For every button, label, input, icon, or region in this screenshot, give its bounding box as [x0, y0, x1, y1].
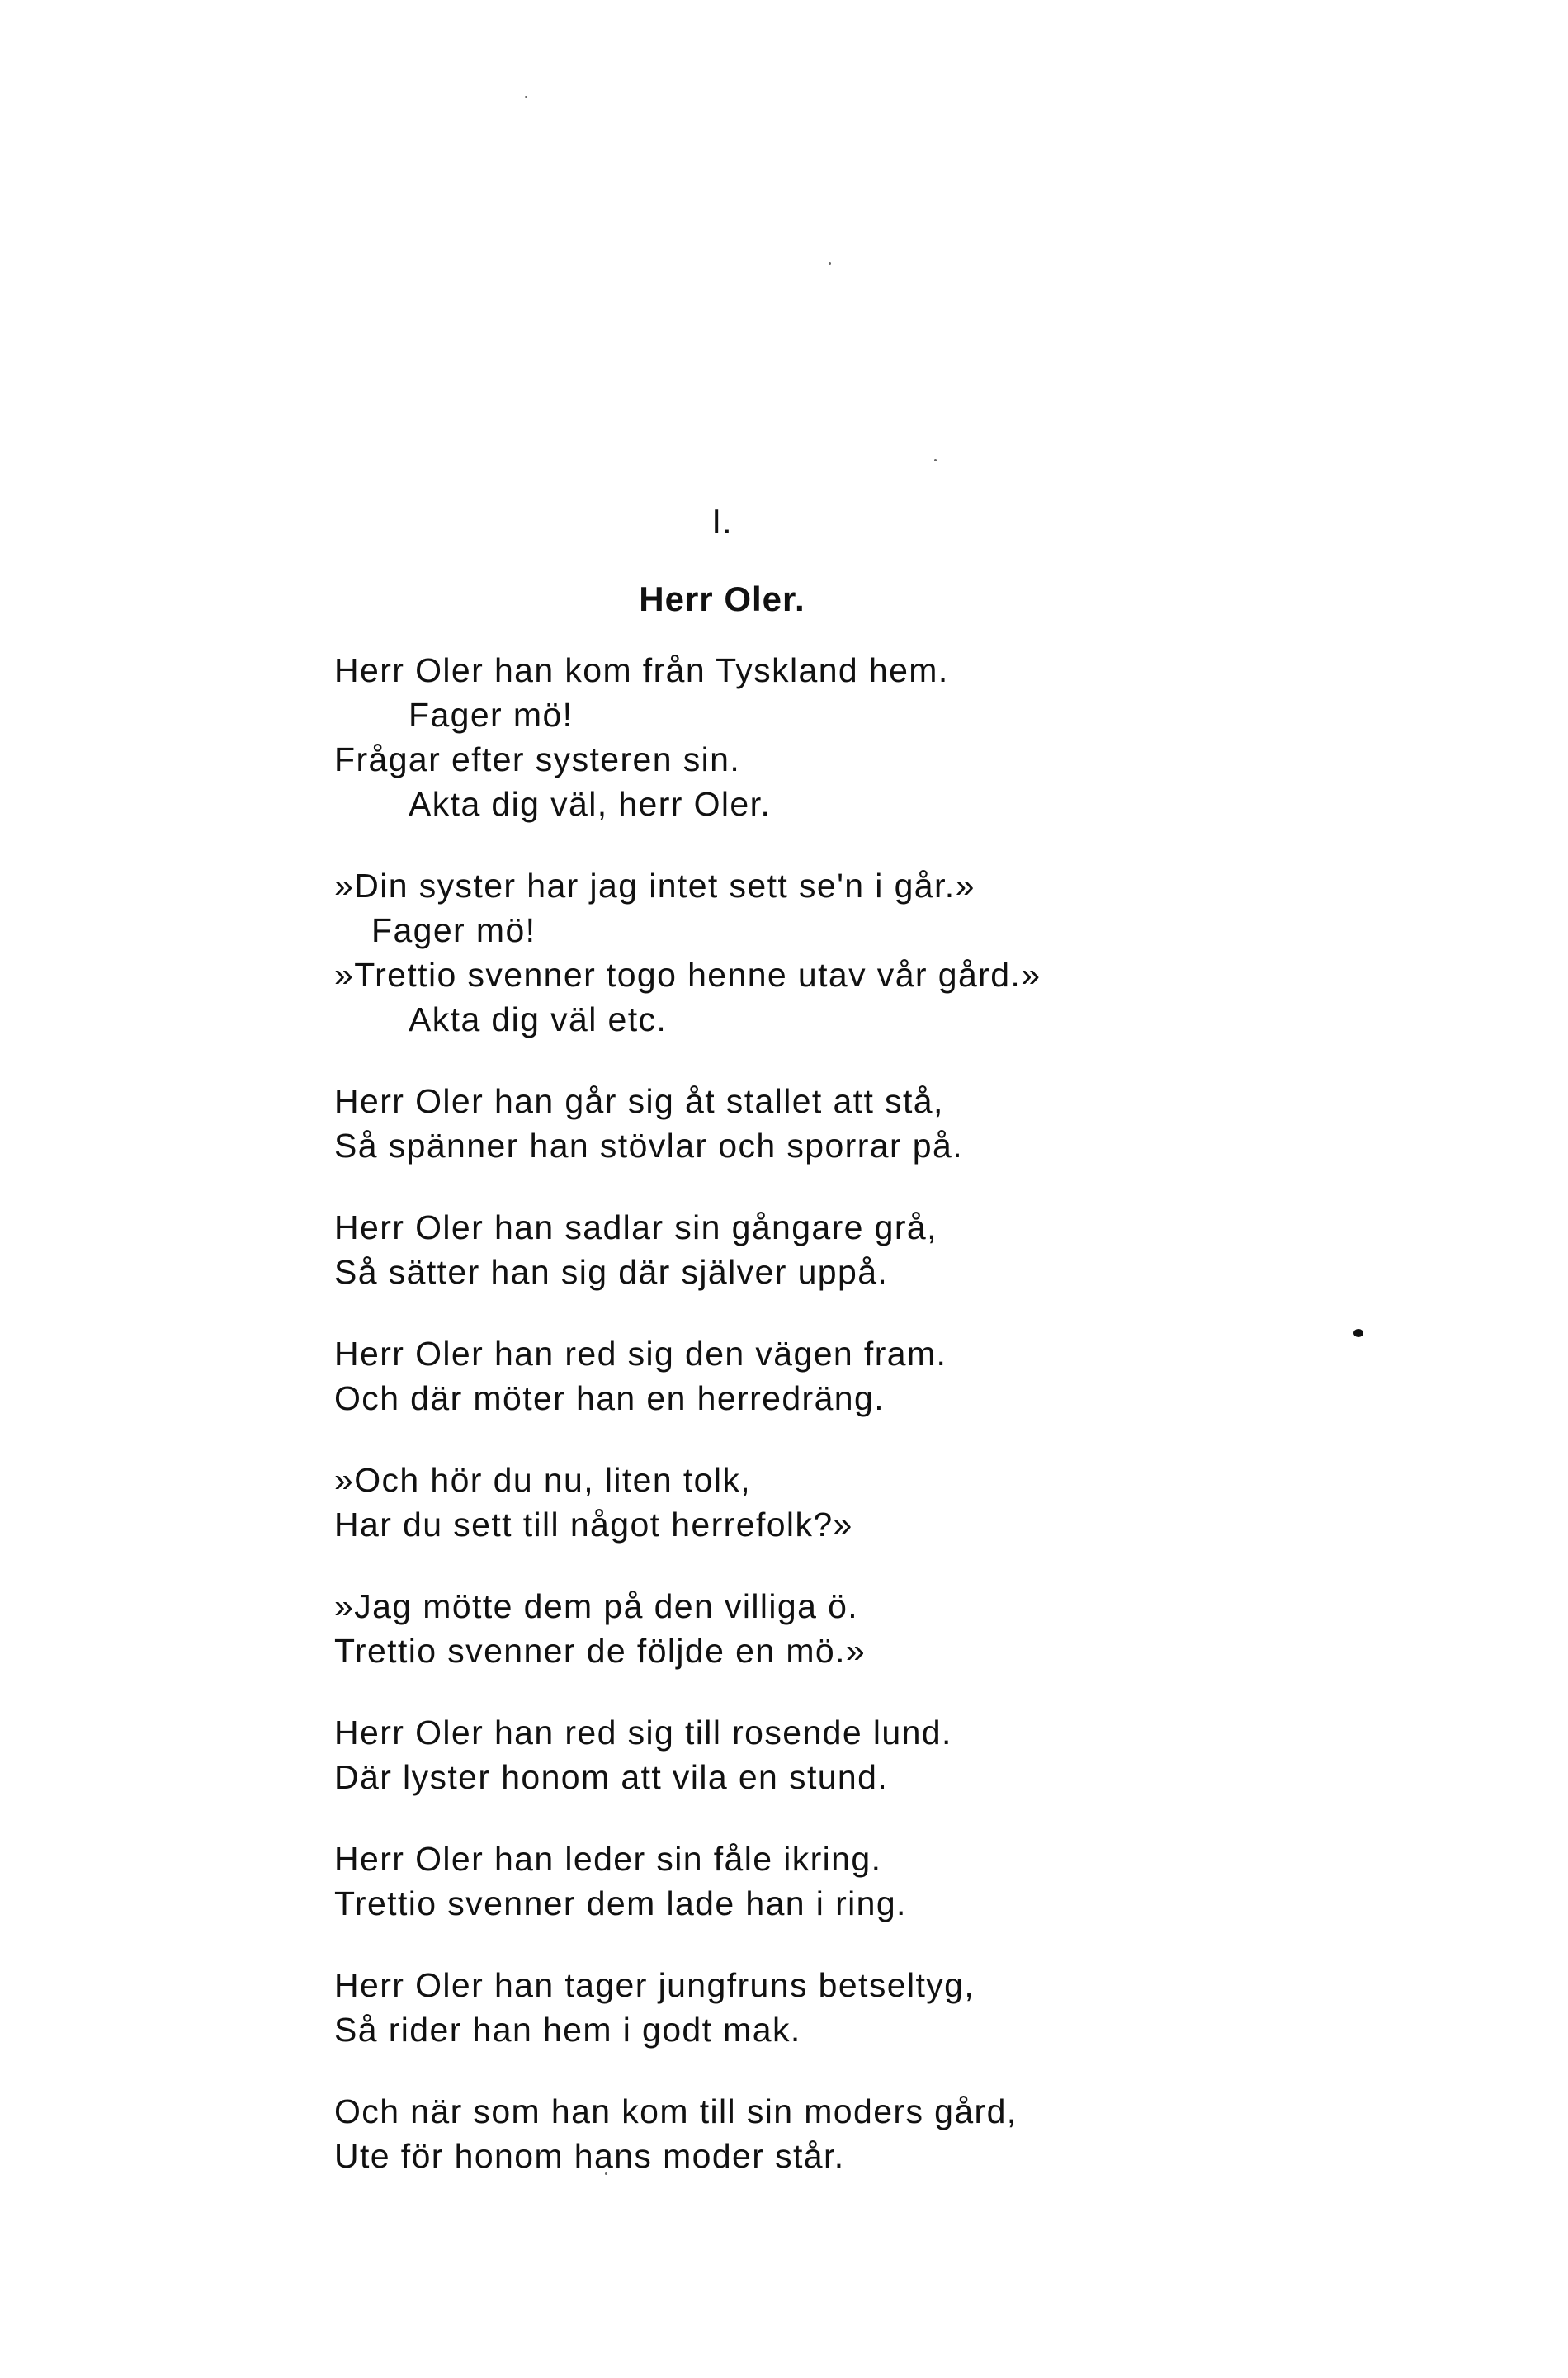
- verse-line: Har du sett till något herrefolk?»: [334, 1506, 853, 1544]
- poem-title: Herr Oler.: [639, 579, 805, 618]
- verse-line: Herr Oler han tager jungfruns betseltyg,: [334, 1966, 975, 2004]
- verse-line: Så spänner han stövlar och sporrar på.: [334, 1127, 963, 1165]
- verse-line: Herr Oler han red sig den vägen fram.: [334, 1335, 947, 1373]
- verse-line: Herr Oler han leder sin fåle ikring.: [334, 1840, 882, 1878]
- verse-line: Där lyster honom att vila en stund.: [334, 1758, 889, 1796]
- refrain-line: Fager mö!: [371, 911, 536, 949]
- refrain-line: Akta dig väl etc.: [409, 1000, 668, 1038]
- verse-line: Herr Oler han går sig åt stallet att stå,: [334, 1082, 944, 1120]
- refrain-line: Fager mö!: [409, 696, 574, 734]
- verse-line: Trettio svenner dem lade han i ring.: [334, 1884, 907, 1922]
- stanza: [334, 2089, 1325, 2178]
- verse-line: »Trettio svenner togo henne utav vår gård.»: [334, 956, 1041, 994]
- verse-line: Frågar efter systeren sin.: [334, 740, 741, 778]
- verse-line: Och där möter han en herredräng.: [334, 1379, 885, 1417]
- ink-blot: [1353, 1329, 1363, 1337]
- verse-line: Herr Oler han kom från Tyskland hem.: [334, 651, 949, 689]
- stanza: [334, 1710, 1325, 1799]
- stanza: [334, 863, 1325, 1042]
- stanza: [334, 1837, 1325, 1926]
- verse-line: »Jag mötte dem på den villiga ö.: [334, 1587, 859, 1625]
- verse-line: Herr Oler han sadlar sin gångare grå,: [334, 1208, 937, 1246]
- verse-line: »Och hör du nu, liten tolk,: [334, 1461, 752, 1499]
- verse-line: Herr Oler han red sig till rosende lund.: [334, 1714, 952, 1752]
- print-speck: [525, 96, 527, 98]
- stanza: [334, 1458, 1325, 1547]
- poem-body: [334, 648, 1325, 2215]
- verse-line: Så rider han hem i godt mak.: [334, 2011, 801, 2049]
- verse-line: Så sätter han sig där själver uppå.: [334, 1253, 889, 1291]
- chapter-numeral: I.: [711, 502, 733, 541]
- verse-line: Ute för honom hans moder står.: [334, 2137, 845, 2175]
- stanza: [334, 648, 1325, 826]
- refrain-line: Akta dig väl, herr Oler.: [409, 785, 772, 823]
- stanza: [334, 1963, 1325, 2052]
- verse-line: »Din syster har jag intet sett se'n i går.»: [334, 867, 975, 905]
- stanza: [334, 1331, 1325, 1421]
- print-speck: [829, 262, 831, 265]
- stanza: [334, 1079, 1325, 1168]
- stanza: [334, 1205, 1325, 1294]
- stanza: [334, 1584, 1325, 1673]
- print-speck: [934, 459, 937, 461]
- verse-line: Och när som han kom till sin moders gård,: [334, 2092, 1018, 2130]
- verse-line: Trettio svenner de följde en mö.»: [334, 1632, 867, 1670]
